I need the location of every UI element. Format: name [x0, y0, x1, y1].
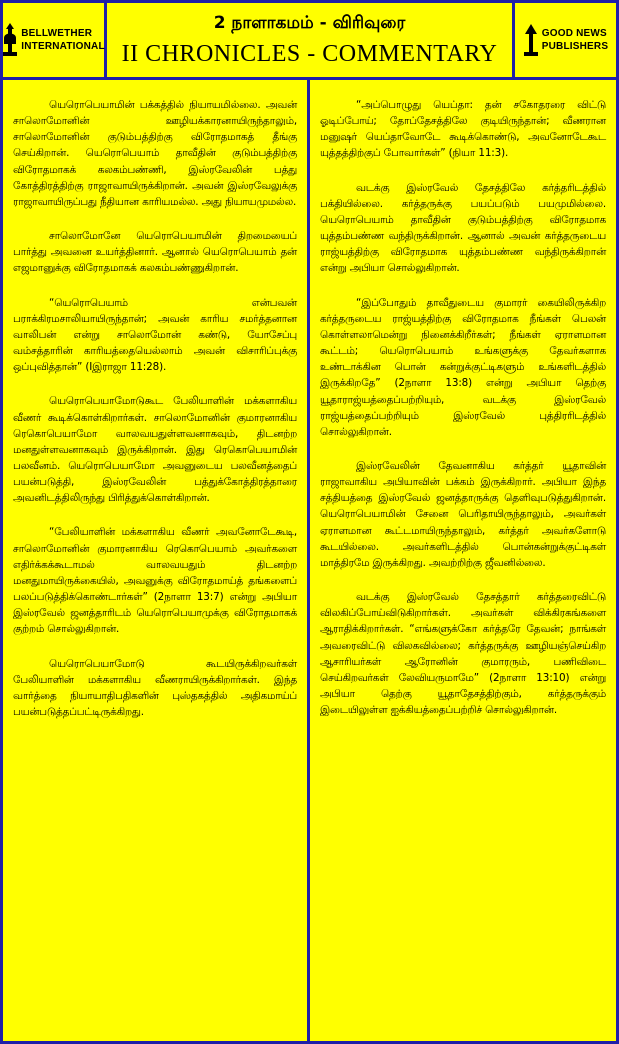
right-paragraph-5: வடக்கு இஸ்ரவேல் தேசத்தார் கர்த்தரைவிட்டு விலகிப்போய்விடுகிறார்கள். அவர்கள் விக்கிரகங்களை ஆராதிக்கிறார்கள். “எங்களுக்கோ கர்த்தரே தேவன்; நாங்கள் அவரைவிட்டு விலகவில்லை; கர்த்தருக்கு ஊழியஞ்செய்கிற ஆசாரியர்கள் ஆரோனின் குமாரரும், பணிவிடை செய்கிறவர்கள் லேவியருமாமே” (2நாளா 13:10) என்று அபியா தெற்கு யூதாதேசத்திற்கும், கர்த்தருக்கும் இடையிலுள்ள ஐக்கியத்தைப்பற்றிச் சொல்லுகிறான்.	[320, 591, 606, 717]
bellwether-logo-line2: INTERNATIONAL	[21, 41, 105, 52]
good-news-logo	[512, 3, 616, 77]
bellwether-logo-icon	[2, 22, 18, 58]
good-news-logo-line1: GOOD NEWS	[541, 28, 607, 39]
good-news-logo-line2: PUBLISHERS	[541, 41, 609, 52]
page-title-tamil: 2 நாளாகமம் - விரிவுரை	[213, 12, 406, 33]
title-block	[107, 3, 512, 77]
left-paragraph-1: யெரொபெயாமின் பக்கத்தில் நியாயமில்லை. அவன் சாலொமோனின் ஊழியக்காரனாயிருந்தாலும், சாலொமோனின் குடும்பத்திற்கு விரோதமாகத் தீங்கு செய்கிறான். யெரொபெயாம் தாவீதின் குடும்பத்திற்கு விரோதமாகக் கலகம்பண்ணி, இஸ்ரவேலின் பத்து கோத்திரத்திற்கு ராஜாவாயிருக்கிறான். அவன் இஸ்ரவேலுக்கு ராஜாவாயிருப்பது நீதியான காரியமல்ல. அது நியாயமுமல்ல.	[13, 99, 297, 208]
bellwether-logo-line1: BELLWETHER	[21, 28, 93, 39]
right-paragraph-1: “அப்பொழுது யெப்தா: தன் சகோதரரை விட்டு ஓடிப்போய்; தோப்தேசத்திலே குடியிருந்தான்; வீணரான மனுஷர் யெப்தாவோடே கூடிக்கொண்டு, அவனோடேகூட யுத்தத்திற்குப் போவார்கள்” (நியா 11:3).	[320, 99, 606, 160]
header	[3, 3, 616, 80]
bellwether-logo-text	[21, 27, 105, 53]
left-column	[3, 80, 310, 1041]
page-title-english: II CHRONICLES - COMMENTARY	[121, 40, 498, 67]
left-paragraph-3: “யெரொபெயாம் என்பவன் பராக்கிரமசாலியாயிருந்தான்; அவன் காரிய சமர்த்தனான வாலிபன் என்று சாலொமோன் கண்டு, யோசேப்பு வம்சத்தாரின் காரியத்தையெல்லாம் அவன் விசாரிப்புக்கு ஒப்புவித்தான்” (Iஇராஜா 11:28).	[13, 296, 297, 374]
good-news-logo-icon	[523, 22, 539, 58]
right-paragraph-4: இஸ்ரவேலின் தேவனாகிய கர்த்தர் யூதாவின் ராஜாவாகிய அபியாவின் பக்கம் இருக்கிறார். அபியா இந்த சத்தியத்தை இஸ்ரவேல் ஜனத்தாருக்கு தெளிவுபடுத்துகிறான். யெரொபெயாமின் சேனை பெரிதாயிருந்தாலும், அவர்கள் ஏராளமான கூட்டமாயிருந்தாலும், கர்த்தர் அவர்களோடு கூடயில்லை. அவர்களிடத்தில் பொன்கன்றுக்குட்டிகள் மாத்திரமே இருக்கிறது. அவற்றிற்கு ஜீவனில்லை.	[320, 459, 606, 569]
right-paragraph-3: “இப்போதும் தாவீதுடைய குமாரர் கையிலிருக்கிற கர்த்தருடைய ராஜ்யத்திற்கு விரோதமாக நீங்கள் பெலன் கொள்ளலாமென்று நினைக்கிறீர்கள்; நீங்கள் ஏராளமான கூட்டம்; யெரொபெயாம் உங்களுக்கு தேவர்களாக உண்டாக்கின பொன் கன்றுக்குட்டிகளும் உங்களிடத்தில் இருக்கிறதே” (2நாளா 13:8) என்று அபியா தெற்கு யூதாராஜ்யத்தைப்பற்றியும், வடக்கு இஸ்ரவேல் ராஜ்யத்தைப்பற்றியும் இஸ்ரவேல் புத்திரரிடத்தில் சொல்லுகிறான்.	[320, 296, 606, 438]
left-paragraph-2: சாலொமோனே யெரொபெயாமின் திறமையைப் பார்த்து அவனை உயர்த்தினார். ஆனால் யெரொபெயாம் தன் எஜமானுக்கு விரோதமாகக் கலகம்பண்ணுகிறான்.	[13, 230, 297, 275]
left-paragraph-4: யெரொபெயாமோடுகூட பேலியாளின் மக்களாகிய வீணர் கூடிக்கொள்கிறார்கள். சாலொமோனின் குமாரனாகிய ரெகொபெயாமோ வாலவயதுள்ளவனாகவும், திடனற்ற மனதுள்ளவனாகவும் இருக்கிறான். இது ரெகொபெயாமின் பலவீனம். யெரொபெயாமோ அவனுடைய பலவீனத்தைப் பயன்படுத்தி, இஸ்ரவேலின் பத்துக்கோத்திரத்தாரை அவனிடத்திலிருந்து பிரித்துக்கொள்கிறான்.	[13, 395, 297, 505]
good-news-logo-text	[542, 27, 608, 53]
right-paragraph-2: வடக்கு இஸ்ரவேல் தேசத்திலே கர்த்தரிடத்தில் பக்தியில்லை. கர்த்தருக்கு பயப்படும் பயமுமில்லை. யெரொபெயாம் தாவீதின் குடும்பத்திற்கு விரோதமாக யுத்தம்பண்ண வந்திருக்கிறான். ஆனால் அவன் கர்த்தருடைய ராஜ்யத்திற்கு விரோதமாக யுத்தம்பண்ண வந்திருக்கிறான் என்று அபியா சொல்லுகிறான்.	[320, 181, 606, 275]
right-column	[310, 80, 616, 1041]
left-paragraph-6: யெரொபெயாமோடு கூடயிருக்கிறவர்கள் பேலியாளின் மக்களாகிய வீணராயிருக்கிறார்கள். இந்த வார்த்தை நியாயாதிபதிகளின் புஸ்தகத்தில் அதிகமாய்ப் பயன்படுத்தப்பட்டிருக்கிறது.	[13, 657, 297, 718]
left-paragraph-5: “பேலியாளின் மக்களாகிய வீணர் அவனோடேகூடி, சாலொமோனின் குமாரனாகிய ரெகொபெயாம் அவர்களை எதிர்க்கக்கூடாமல் வாலவயதும் திடனற்ற மனதுமாயிருக்கையில், அவனுக்கு விரோதமாய்த் தங்களைப் பலப்படுத்திக்கொண்டார்கள்” (2நாளா 13:7) என்று அபியா இஸ்ரவேல் ஜனத்தாரிடம் யெரொபெயாமுக்கு விரோதமாகக் குற்றம் சொல்லுகிறான்.	[13, 526, 297, 636]
bellwether-logo	[3, 3, 107, 77]
